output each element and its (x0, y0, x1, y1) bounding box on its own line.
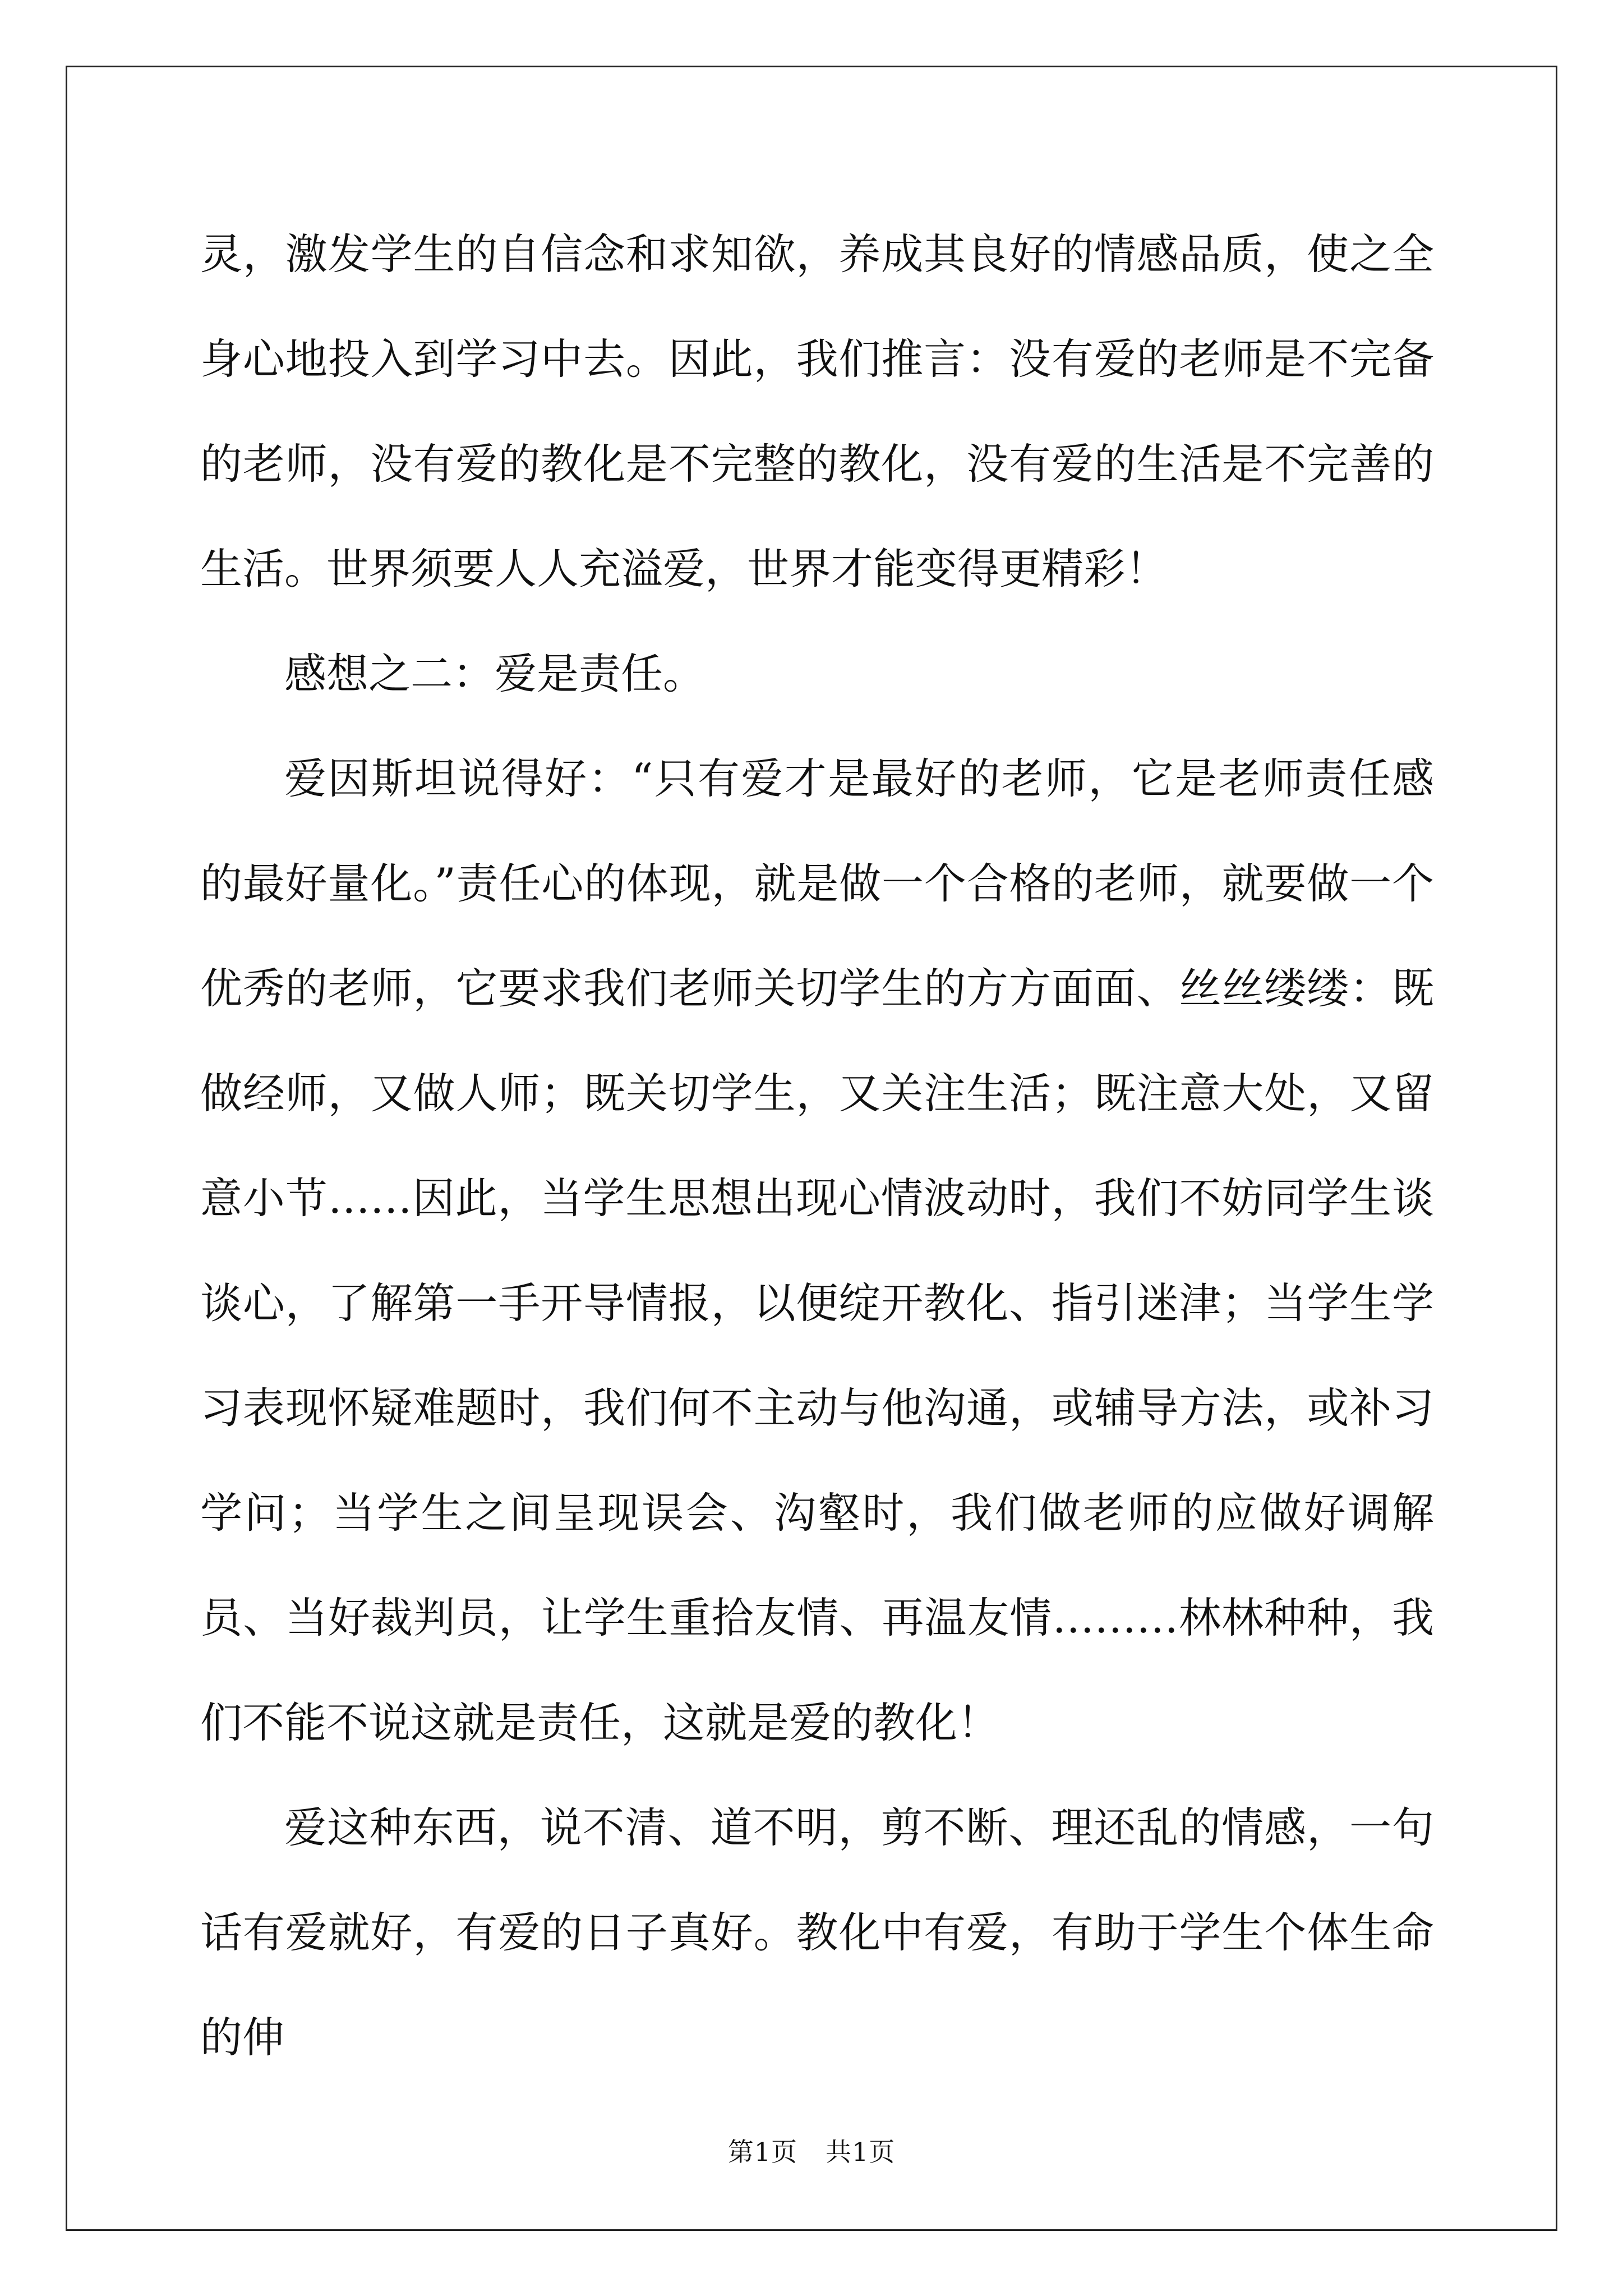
page-number-total: 共1页 (826, 2137, 896, 2167)
page-footer (0, 2132, 1623, 2169)
document-body (200, 202, 1434, 2090)
paragraph-4: 爱这种东西，说不清、道不明，剪不断、理还乱的情感，一句话有爱就好，有爱的日子真好。教化中有爱，有助于学生个体生命的伸 (200, 1803, 1434, 2062)
paragraph-2: 感想之二：爱是责任。 (284, 649, 706, 698)
paragraph-1: 灵，激发学生的自信念和求知欲，养成其良好的情感品质，使之全身心地投入到学习中去。因此，我们推言：没有爱的老师是不完备的老师，没有爱的教化是不完整的教化，没有爱的生活是不完善的生活。世界须要人人充溢爱，世界才能变得更精彩！ (200, 229, 1434, 593)
page-number-current: 第1页 (727, 2137, 797, 2167)
paragraph-3: 爱因斯坦说得好：“只有爱才是最好的老师，它是老师责任感的最好量化。”责任心的体现，就是做一个合格的老师，就要做一个优秀的老师，它要求我们老师关切学生的方方面面、丝丝缕缕：既做经师，又做人师；既关切学生，又关注生活；既注意大处，又留意小节……因此，当学生思想出现心情波动时，我们不妨同学生谈谈心，了解第一手开导情报，以便绽开教化、指引迷津；当学生学习表现怀疑难题时，我们何不主动与他沟通，或辅导方法，或补习学问；当学生之间呈现误会、沟壑时，我们做老师的应做好调解员、当好裁判员，让学生重拾友情、再温友情………林林种种，我们不能不说这就是责任，这就是爱的教化！ (200, 754, 1434, 1747)
